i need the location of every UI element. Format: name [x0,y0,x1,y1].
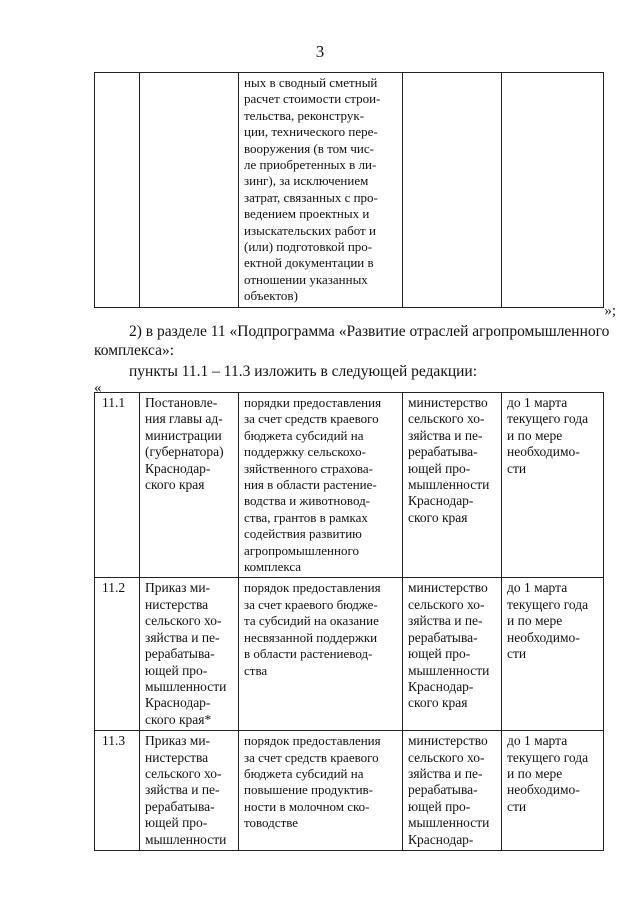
cell-deadline [502,578,604,731]
cell-text-line: сти [507,460,527,476]
cell-text-line: ского края [408,509,468,525]
cell-text-line: и по мере [507,613,563,629]
cell-text-line: порядок предоставления [244,580,381,596]
cell-text-line: министрации [145,427,222,443]
cell-text-line: сельского хо- [145,765,222,781]
cell-text-line: рерабатыва- [408,782,478,798]
cell-text-line: ющей про- [408,460,471,476]
cell-text-line: повышение продуктив- [244,782,373,798]
cell-text-line: за счет средств краевого [244,749,379,765]
cell-document [140,578,239,731]
cell-text-line: (или) подготовкой про- [244,239,373,255]
cell-text-line: и по мере [507,427,563,443]
table-row [95,393,604,578]
cell-text-line: зяйства и пе- [145,782,220,798]
cell-text-line: товодстве [244,815,299,831]
cell-text-line: за счет краевого бюдже- [244,596,378,612]
cell-text-line: несвязанной поддержки [244,629,378,645]
cell-text-line: порядки предоставления [244,395,382,410]
table-row [95,731,604,851]
cell-text-line: министерство [408,395,488,410]
cell-text-line: текущего года [507,596,589,612]
cell-text-line: мышленности [408,815,490,831]
cell-text-line: Краснодар- [408,678,474,694]
cell-number: 11.1 [95,393,140,578]
closing-quote: »; [604,303,616,319]
cell-text-line: бюджета субсидий на [244,765,364,781]
cell-text-line: ства [244,662,268,678]
cell-text-line: нистерства [145,749,209,765]
cell-text-line: необходимо- [507,629,580,645]
cell-text-line: мышленности [408,477,490,493]
cell-text-line: ния главы ад- [145,411,223,427]
cell-text-line: расчет стоимости строи- [244,91,381,107]
cell-text-line: отношении указанных [244,271,368,287]
cell-text-line: ле приобретенных в ли- [244,157,377,173]
cell-text-line: ского края* [145,711,212,727]
cell-text-line: за счет средств краевого [244,411,379,427]
cell-text-line: Краснодар- [408,493,474,509]
cell-text-line: зяйства и пе- [408,765,483,781]
cell-text-line: поддержку сельскохо- [244,444,366,460]
cell-text-line: сти [507,646,527,662]
cell-text-line: до 1 марта [507,733,568,749]
cell-text-line: зяйства и пе- [408,427,483,443]
cell-text-line: Приказ ми- [145,580,211,596]
cell-deadline [502,393,604,578]
cell-text-line: зяйства и пе- [145,629,220,645]
cell-executor [403,393,502,578]
paragraph-section-11-cont: комплекса»: [94,342,175,359]
cell-text-line: ющей про- [145,815,208,831]
cell-text-line: зинг), за исключением [244,173,369,189]
program-table [94,392,604,851]
cell-deadline [502,73,604,308]
cell-text-line: рерабатыва- [408,444,478,460]
cell-text-line: необходимо- [507,444,580,460]
cell-text-line: рерабатыва- [145,798,215,814]
cell-text-line: изыскательских работ и [244,222,376,238]
cell-text-line: в области растениевод- [244,646,373,662]
cell-text-line: Постановле- [145,395,218,410]
cell-text-line: текущего года [507,411,589,427]
cell-document [140,73,239,308]
cell-number: 11.3 [95,731,140,851]
cell-text-line: ского края [408,695,468,711]
cell-text-line: сельского хо- [408,596,485,612]
page-number: 3 [315,42,325,61]
cell-text-line: мышленности [145,831,227,847]
continuation-table [94,72,604,308]
cell-subject [239,578,403,731]
cell-deadline [502,731,604,851]
table-row [95,578,604,731]
cell-text-line: Краснодар- [145,695,211,711]
cell-subject [239,731,403,851]
opening-quote: « [94,380,102,396]
cell-text-line: ющей про- [408,798,471,814]
cell-text-line: ющей про- [408,646,471,662]
cell-number [95,73,140,308]
cell-text-line: ющей про- [145,662,208,678]
cell-text-line: ведением проектных и [244,206,370,222]
cell-text-line: и по мере [507,765,563,781]
cell-text-line: вооружения (в том чис- [244,140,374,156]
cell-executor [403,578,502,731]
cell-text-line: объектов) [244,288,298,304]
cell-subject [239,393,403,578]
cell-text-line: сельского хо- [408,411,485,427]
cell-text-line: рерабатыва- [408,629,478,645]
cell-text-line: затрат, связанных с про- [244,189,378,205]
cell-text-line: сельского хо- [145,613,222,629]
cell-text-line: до 1 марта [507,580,568,596]
cell-text-line: ского края [145,477,205,493]
cell-text-line: та субсидий на оказание [244,613,379,629]
cell-number: 11.2 [95,578,140,731]
cell-text-line: необходимо- [507,782,580,798]
cell-text-line: мышленности [145,678,227,694]
cell-text-line: до 1 марта [507,395,568,410]
cell-text-line: ных в сводный сметный [244,75,378,90]
cell-text-line: мышленности [408,662,490,678]
cell-text-line: бюджета субсидий на [244,427,364,443]
cell-text-line: Приказ ми- [145,733,211,749]
cell-text-line: сельского хо- [408,749,485,765]
cell-text-line: зяйственного страхова- [244,460,373,476]
cell-text-line: ства, грантов в рамках [244,509,368,525]
cell-text-line: комплекса [244,559,302,575]
cell-text-line: тельства, реконструк- [244,107,365,123]
cell-text-line: (губернатора) [145,444,224,460]
cell-document [140,393,239,578]
cell-text-line: текущего года [507,749,589,765]
paragraph-section-11: 2) в разделе 11 «Подпрограмма «Развитие отраслей агропромышленного [129,323,610,340]
cell-text-line: министерство [408,580,488,596]
paragraph-points: пункты 11.1 – 11.3 изложить в следующей редакции: [129,363,478,380]
cell-text-line: ции, технического пере- [244,124,378,140]
cell-text-line: министерство [408,733,488,749]
cell-text-line: агропромышленного [244,542,359,558]
cell-text-line: сти [507,798,527,814]
cell-text-line: Краснодар- [408,831,474,847]
cell-text-line: рерабатыва- [145,646,215,662]
cell-text-line: нистерства [145,596,209,612]
cell-text-line: Краснодар- [145,460,211,476]
cell-text-line: порядок предоставления [244,733,381,749]
cell-subject [239,73,403,308]
cell-executor [403,731,502,851]
cell-document [140,731,239,851]
cell-text-line: ектной документации в [244,255,374,271]
cell-text-line: содействия развитию [244,526,362,542]
table-row [95,73,604,308]
cell-text-line: зяйства и пе- [408,613,483,629]
cell-text-line: ния в области растение- [244,477,377,493]
cell-text-line: водства и животновод- [244,493,371,509]
cell-executor [403,73,502,308]
cell-text-line: ности в молочном ско- [244,798,370,814]
